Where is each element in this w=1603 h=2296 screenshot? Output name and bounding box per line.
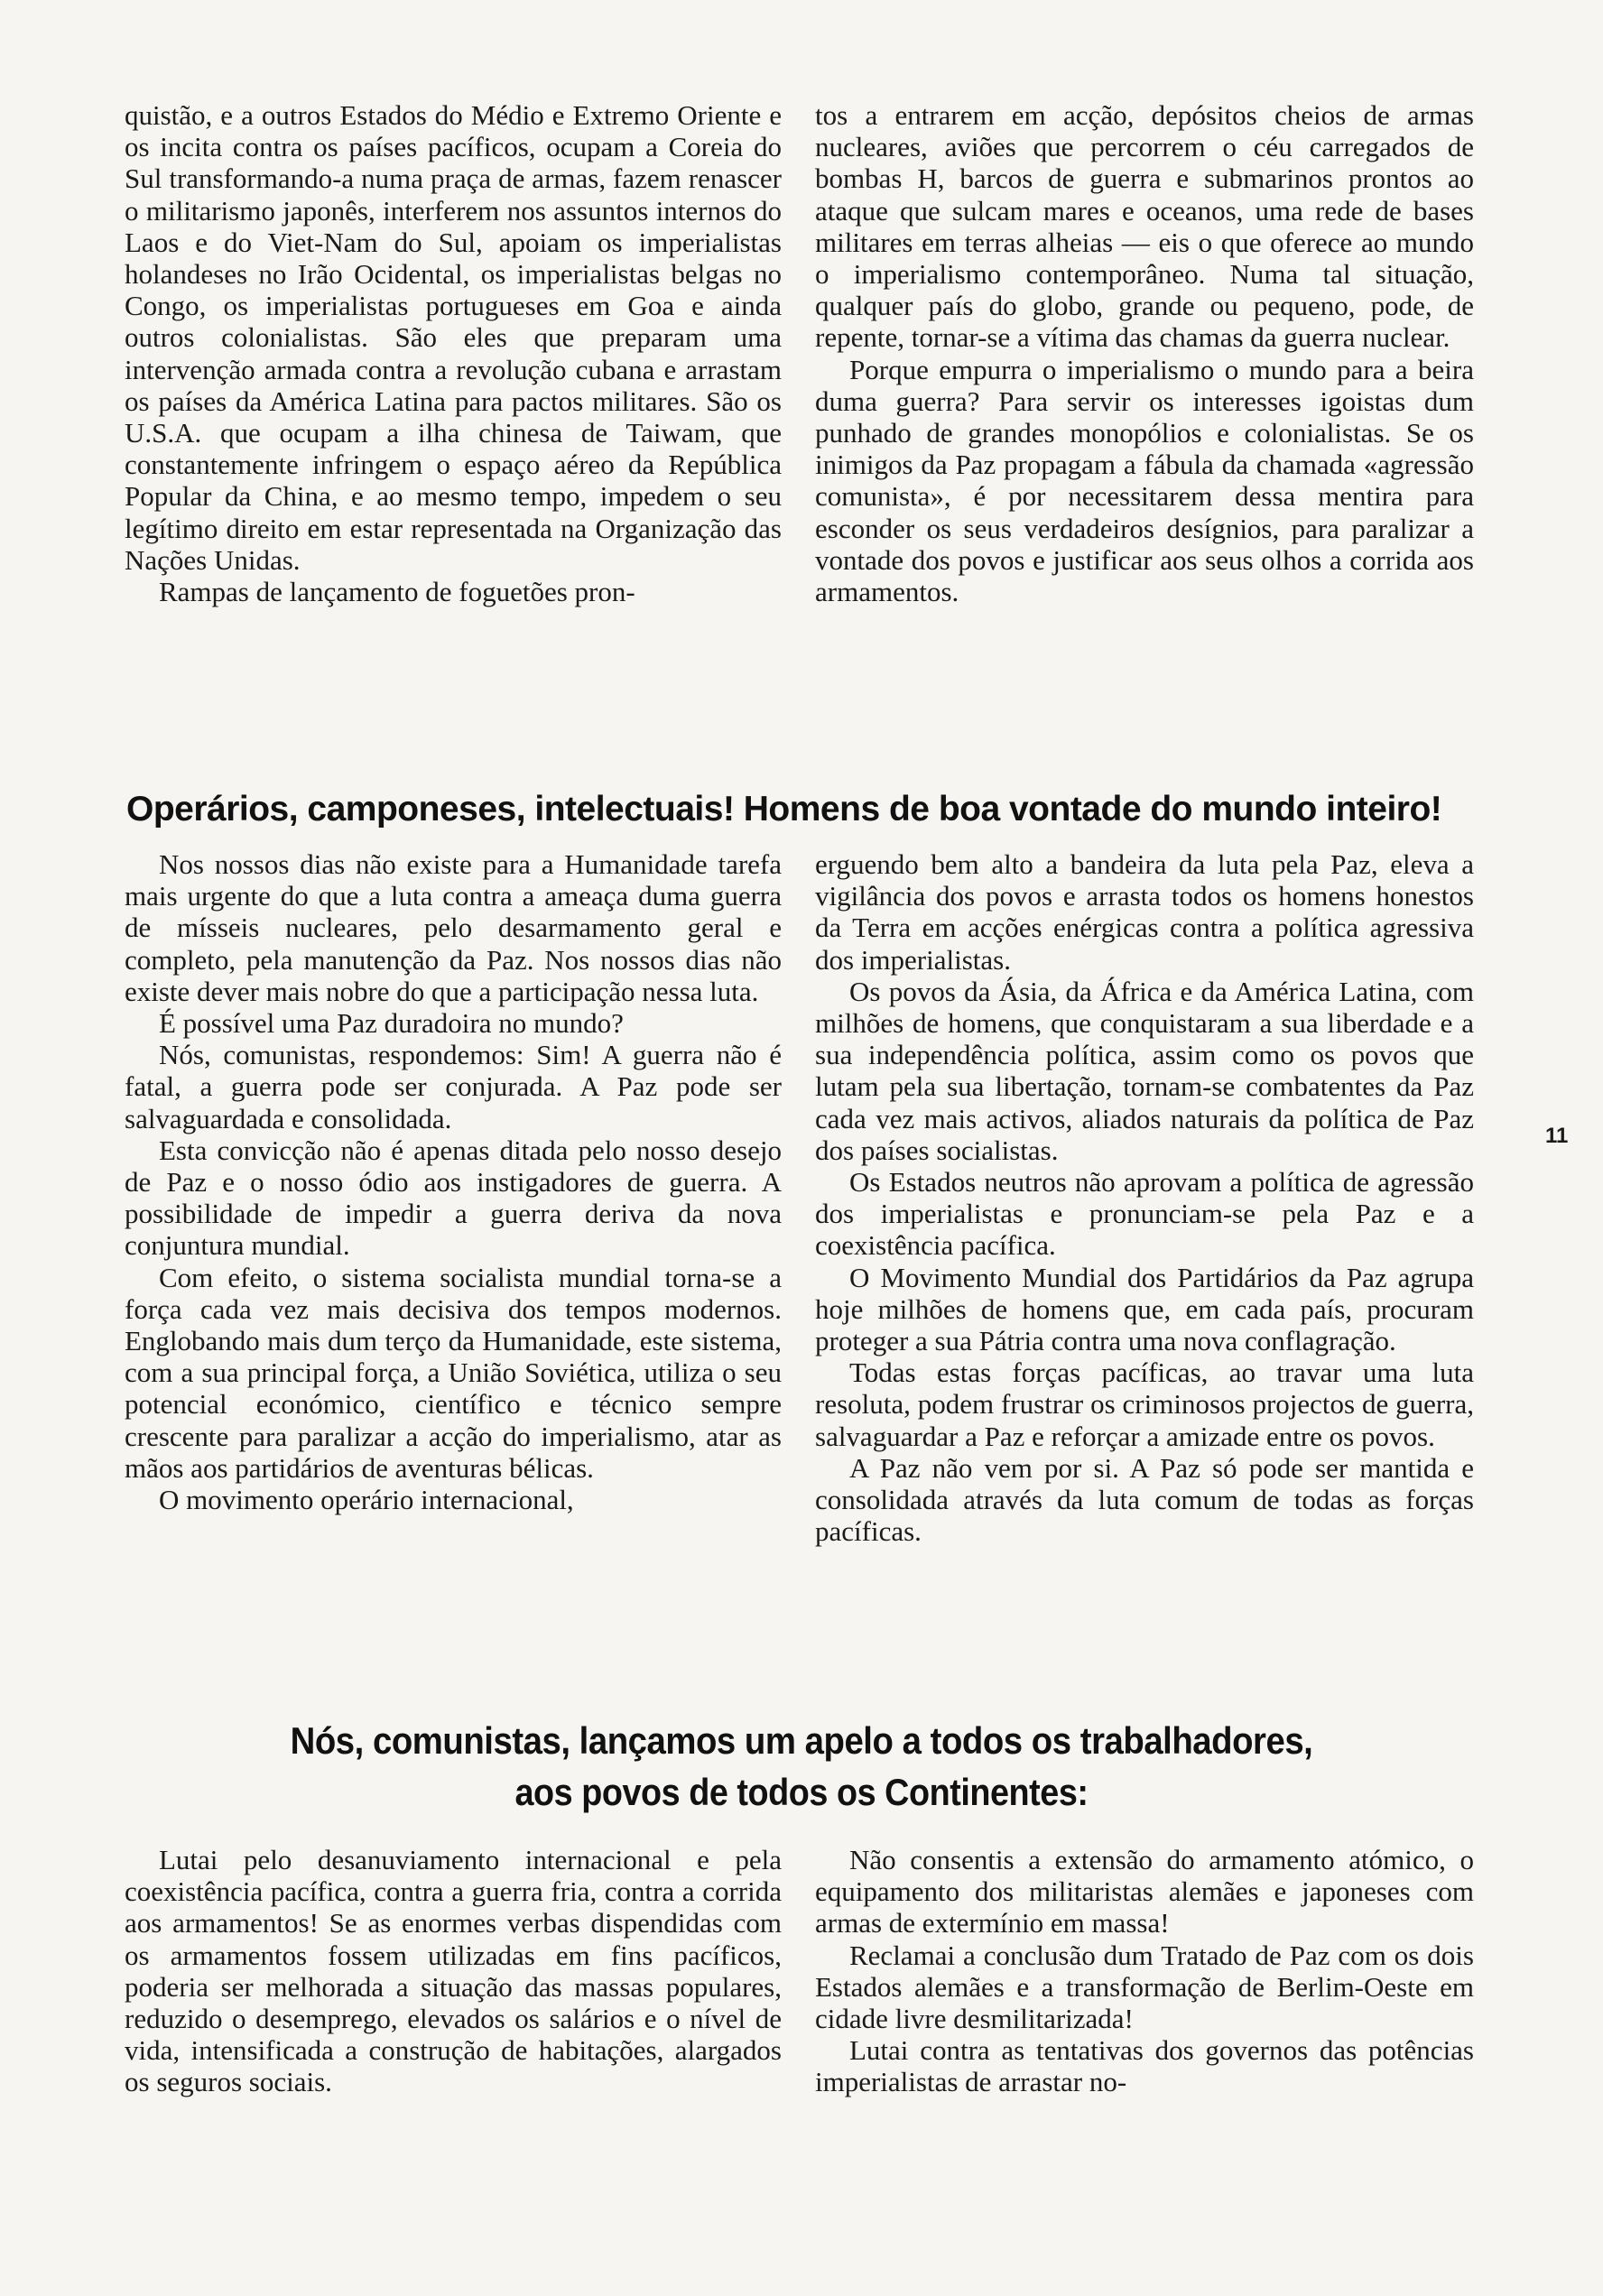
section-heading: Operários, camponeses, intelectuais! Homens de boa vontade do mundo inteiro! [126,790,1442,829]
paragraph: Com efeito, o sistema socialista mundial torna-se a força cada vez mais decisiva dos tempos modernos. Englobando mais dum terço da Humanidade, este sistema, com a sua principal força, a União Soviética, utiliza o seu potencial económico, científico e técnico sempre crescente para paralizar a acção do imperialismo, atar as mãos aos partidários de aventuras bélicas. [125,1261,782,1484]
paragraph: A Paz não vem por si. A Paz só pode ser mantida e consolidada através da luta comum de todas as forças pacíficas. [815,1451,1474,1548]
paragraph: Lutai pelo desanuviamento internacional e pela coexistência pacífica, contra a guerra fria, contra a corrida aos armamentos! Se as enormes verbas dispendidas com os armamentos fossem utilizadas em fins pacíficos, poderia ser melhorada a situação das massas populares, reduzido o desemprego, elevados os salários e o nível de vida, intensificada a construção de habitações, alargados os seguros sociais. [125,1844,782,2098]
paragraph: Porque empurra o imperialismo o mundo para a beira duma guerra? Para servir os interesses igoistas dum punhado de grandes monopólios e colonialistas. Se os inimigos da Paz propagam a fábula da chamada «agressão comunista», é por necessitarem dessa mentira para esconder os seus verdadeiros desígnios, para paralizar a vontade dos povos e justificar aos seus olhos a corrida aos armamentos. [815,353,1474,608]
column-top-left [125,99,782,607]
paragraph: É possível uma Paz duradoira no mundo? [159,1007,624,1040]
paragraph: Reclamai a conclusão dum Tratado de Paz com os dois Estados alemães e a transformação de Berlim-Oeste em cidade livre desmilitarizada! [815,1939,1474,2035]
paragraph: erguendo bem alto a bandeira da luta pela Paz, eleva a vigilância dos povos e arrasta todos os homens honestos da Terra em acções enérgicas contra a política agressiva dos imperialistas. [815,848,1474,976]
column-middle-left [125,848,782,1515]
paragraph: tos a entrarem em acção, depósitos cheios de armas nucleares, aviões que percorrem o céu carregados de bombas H, barcos de guerra e submarinos prontos ao ataque que sulcam mares e oceanos, uma rede de bases militares em terras alheias — eis o que oferece ao mundo o imperialismo contemporâneo. Numa tal situação, qualquer país do globo, grande ou pequeno, pode, de repente, tornar-se a vítima das chamas da guerra nuclear. [815,99,1474,354]
paragraph: Esta convicção não é apenas ditada pelo nosso desejo de Paz e o nosso ódio aos instigadores de guerra. A possibilidade de impedir a guerra deriva da nova conjuntura mundial. [125,1134,782,1262]
paragraph: O Movimento Mundial dos Partidários da Paz agrupa hoje milhões de homens que, em cada país, procuram proteger a sua Pátria contra uma nova conflagração. [815,1261,1474,1357]
appeal-heading-line-1: Nós, comunistas, lançamos um apelo a todos os trabalhadores, [290,1719,1313,1762]
paragraph: Lutai contra as tentativas dos governos das potências imperialistas de arrastar no- [815,2034,1474,2098]
column-middle-right [815,848,1474,1547]
margin-mark: 11 [1545,1124,1569,1148]
paragraph: Os Estados neutros não aprovam a política de agressão dos imperialistas e pronunciam-se pela Paz e a coexistência pacífica. [815,1166,1474,1262]
column-bottom-right [815,1844,1474,2098]
paragraph: Rampas de lançamento de foguetões pron- [159,576,635,608]
paragraph: Nós, comunistas, respondemos: Sim! A guerra não é fatal, a guerra pode ser conjurada. A Paz pode ser salvaguardada e consolidada. [125,1039,782,1134]
paragraph: Nos nossos dias não existe para a Humanidade tarefa mais urgente do que a luta contra a ameaça duma guerra de mísseis nucleares, pelo desarmamento geral e completo, pela manutenção da Paz. Nos nossos dias não existe dever mais nobre do que a participação nessa luta. [125,848,782,1007]
paragraph: Não consentis a extensão do armamento atómico, o equipamento dos militaristas alemães e japoneses com armas de extermínio em massa! [815,1844,1474,1940]
paragraph: Todas estas forças pacíficas, ao travar uma luta resoluta, podem frustrar os criminosos projectos de guerra, salvaguardar a Paz e reforçar a amizade entre os povos. [815,1356,1474,1452]
column-bottom-left [125,1844,782,2098]
appeal-heading-line-2: aos povos de todos os Continentes: [514,1771,1089,1813]
paragraph: quistão, e a outros Estados do Médio e Extremo Oriente e os incita contra os países pacíficos, ocupam a Coreia do Sul transformando-a numa praça de armas, fazem renascer o militarismo japonês, interferem nos assuntos internos do Laos e do Viet-Nam do Sul, apoiam os imperialistas holandeses no Irão Ocidental, os imperialistas belgas no Congo, os imperialistas portugueses em Goa e ainda outros colonialistas. São eles que preparam uma intervenção armada contra a revolução cubana e arrastam os países da América Latina para pactos militares. São os U.S.A. que ocupam a ilha chinesa de Taiwam, que constantemente infringem o espaço aéreo da República Popular da China, e ao mesmo tempo, impedem o seu legítimo direito em estar representada na Organização das Nações Unidas. [125,99,782,576]
column-top-right [815,99,1474,607]
paragraph: O movimento operário internacional, [159,1484,574,1516]
paragraph: Os povos da Ásia, da África e da América Latina, com milhões de homens, que conquistaram a sua liberdade e a sua independência política, assim como os povos que lutam pela sua libertação, tornam-se combatentes da Paz cada vez mais activos, aliados naturais da política de Paz dos países socialistas. [815,975,1474,1166]
